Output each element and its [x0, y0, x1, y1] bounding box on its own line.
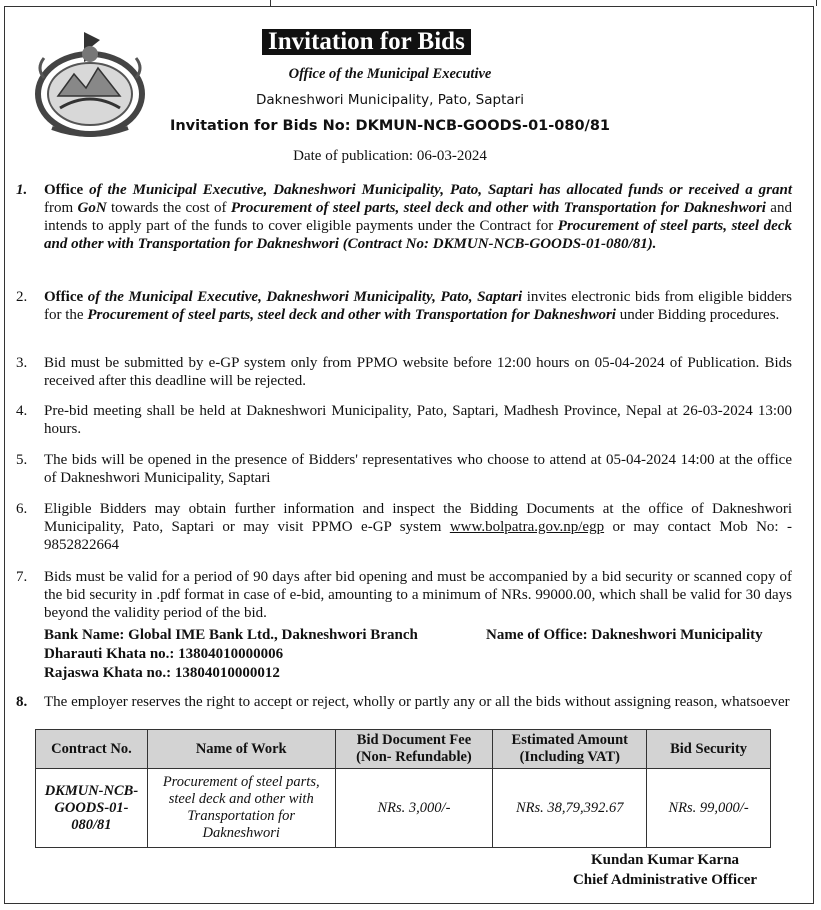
bank-name: Bank Name: Global IME Bank Ltd., Dakneshwori Branch — [44, 627, 418, 643]
list-item — [16, 181, 792, 253]
item-text-segment: from — [44, 200, 78, 216]
item-text — [44, 568, 792, 622]
item-text-segment: towards the cost of — [106, 200, 231, 216]
list-item — [16, 451, 792, 487]
item-text-segment: Procurement of steel parts, steel deck and other with Transportation for Dakneshwori (Contract No: DKMUN-NCB-GOODS-01-080/81). — [44, 218, 792, 252]
bid-details-table — [35, 729, 771, 848]
item-text — [44, 288, 792, 324]
egp-link[interactable]: www.bolpatra.gov.np/egp — [449, 519, 605, 535]
item-text-segment: Office — [44, 289, 88, 305]
item-text-segment: Bid must be submitted by e-GP system only from PPMO website before 12:00 hours on 05-04-2024 of Publication. Bids received after this deadline will be rejected. — [44, 355, 792, 389]
item-text — [44, 181, 792, 253]
item-text-segment: invites electronic bids from eligible bidders for the — [44, 289, 792, 323]
item-text-segment: Procurement of steel parts, steel deck and other with Transportation for Dakneshwori — [230, 200, 766, 216]
item-text — [44, 693, 792, 711]
item-text-segment: Procurement of steel parts, steel deck and other with Transportation for Dakneshwori — [87, 307, 616, 323]
item-number: 7. — [16, 569, 28, 585]
list-item — [16, 693, 792, 711]
publication-date: Date of publication: 06-03-2024 — [293, 148, 487, 164]
item-number: 1. — [16, 182, 28, 198]
list-item — [16, 568, 792, 622]
page-title: Invitation for Bids — [262, 29, 471, 55]
item-text-segment: and intends to apply part of the funds to cover eligible payments under the Contract for — [44, 200, 792, 234]
item-number: 3. — [16, 355, 28, 371]
header-estimated-amount: Estimated Amount (Including VAT) — [493, 730, 647, 769]
cell-name-of-work: Procurement of steel parts, steel deck and other with Transportation for Dakneshwori — [147, 769, 335, 848]
item-text-segment: of the Municipal Executive, Dakneshwori Municipality, Pato, Saptari — [89, 182, 533, 198]
header-contract-no: Contract No. — [36, 730, 148, 769]
item-text — [44, 402, 792, 438]
item-text-segment: or may contact Mob No: - 9852822664 — [44, 519, 793, 553]
item-text — [44, 500, 792, 554]
item-text-segment: Bids must be valid for a period of 90 days after bid opening and must be accompanied by a bid security or scanned copy of the bid security in .pdf format in case of e-bid, amounting to a minimum of NRs. 99000.00, which shall be valid for 30 days beyond the validity period of the bid. — [44, 569, 792, 621]
list-item — [16, 402, 792, 438]
item-text — [44, 354, 792, 390]
cell-bid-document-fee: NRs. 3,000/- — [335, 769, 493, 848]
signatory-designation: Chief Administrative Officer — [572, 872, 758, 888]
cell-contract-no: DKMUN-NCB-GOODS-01-080/81 — [36, 769, 148, 848]
list-item — [16, 354, 792, 390]
municipality-address: Dakneshwori Municipality, Pato, Saptari — [256, 92, 524, 108]
item-text-segment: The employer reserves the right to accept or reject, wholly or partly any or all the bids without assigning reason, whatsoever — [44, 694, 790, 710]
item-text — [44, 451, 792, 487]
list-item — [16, 288, 792, 324]
office-heading: Office of the Municipal Executive — [288, 66, 492, 82]
item-text-segment: has allocated funds or received a grant — [532, 182, 792, 198]
item-text-segment: Office — [44, 182, 90, 198]
list-item — [16, 500, 792, 554]
item-text-segment: Pre-bid meeting shall be held at Dakneshwori Municipality, Pato, Saptari, Madhesh Province, Nepal at 26-03-2024 13:00 hours. — [44, 403, 792, 437]
item-number: 2. — [16, 289, 28, 305]
header-bid-document-fee: Bid Document Fee (Non- Refundable) — [335, 730, 493, 769]
item-number: 4. — [16, 403, 28, 419]
table-row — [36, 769, 771, 848]
item-text-segment: under Bidding procedures. — [615, 307, 780, 323]
item-text-segment: The bids will be opened in the presence of Bidders' representatives who choose to attend at 05-04-2024 14:00 at the office of Dakneshwori Municipality, Saptari — [44, 452, 792, 486]
item-number: 5. — [16, 452, 28, 468]
item-number: 6. — [16, 501, 28, 517]
item-text-segment: GoN — [77, 200, 107, 216]
cell-estimated-amount: NRs. 38,79,392.67 — [493, 769, 647, 848]
rajaswa-account: Rajaswa Khata no.: 13804010000012 — [44, 665, 280, 681]
cell-bid-security: NRs. 99,000/- — [647, 769, 771, 848]
table-header-row — [36, 730, 771, 769]
item-text-segment: Eligible Bidders may obtain further information and inspect the Bidding Documents at the office of Dakneshwori Municipality, Pato, Saptari or may visit PPMO e-GP system — [44, 501, 792, 535]
dharauti-account: Dharauti Khata no.: 13804010000006 — [44, 646, 284, 662]
item-number: 8. — [16, 694, 28, 710]
header-name-of-work: Name of Work — [147, 730, 335, 769]
ifb-number: Invitation for Bids No: DKMUN-NCB-GOODS-01-080/81 — [169, 118, 611, 134]
signatory-name: Kundan Kumar Karna — [590, 852, 740, 868]
header-bid-security: Bid Security — [647, 730, 771, 769]
office-name: Name of Office: Dakneshwori Municipality — [486, 627, 763, 643]
item-text-segment: of the Municipal Executive, Dakneshwori Municipality, Pato, Saptari — [87, 289, 523, 305]
